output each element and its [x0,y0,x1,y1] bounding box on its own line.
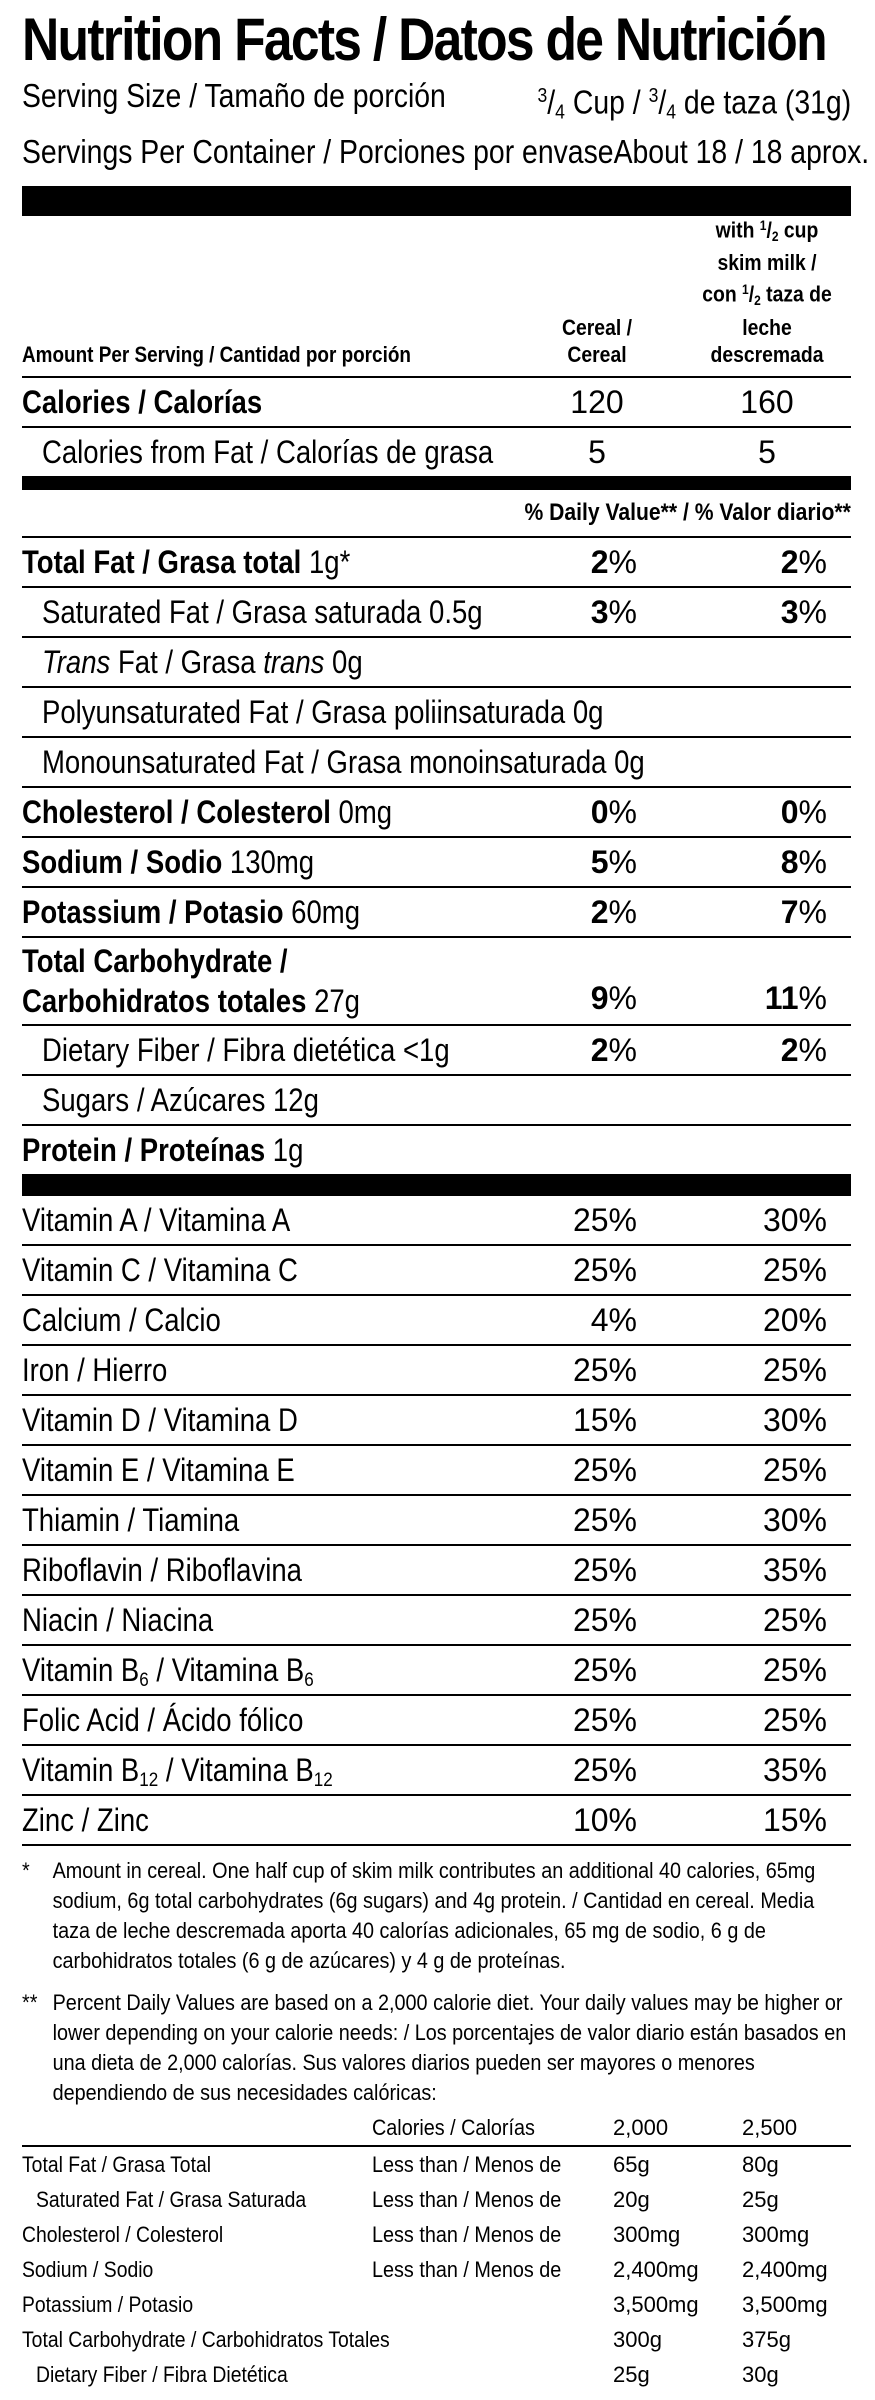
nutrient-label: Monounsaturated Fat / Grasa monoinsaturada 0g [42,744,645,781]
calories-row [22,378,851,428]
vitamin-row [22,1646,851,1696]
nutrient-label: Total Fat / Grasa total 1g* [22,544,351,581]
vitamin-row [22,1696,851,1746]
nutrient-row [22,688,851,738]
footnotes [22,1856,850,2108]
vitamin-cereal-dv: 25% [572,1652,637,1689]
protein-label: Protein / Proteínas [22,1132,266,1169]
vitamin-cereal-dv: 25% [572,1452,637,1489]
calories-from-fat-cereal: 5 [588,434,606,471]
vitamin-cereal-dv: 25% [572,1602,637,1639]
daily-value-reference-table [22,2110,851,2392]
vitamin-with-milk-dv: 30% [762,1202,827,1239]
vitamin-label: Vitamin E / Vitamina E [22,1452,295,1489]
vitamin-row [22,1496,851,1546]
nutrient-cereal-dv: 0% [590,794,637,831]
calories-with-milk: 160 [740,384,794,421]
vitamin-label: Vitamin $B_6$ / Vitamina $B_6$ [22,1652,314,1692]
vitamin-with-milk-dv: 25% [762,1602,827,1639]
nutrient-with-milk-dv: 8% [780,844,827,881]
column-header [22,216,851,376]
vitamin-cereal-dv: 25% [572,1202,637,1239]
footnote-daily-values: ** Percent Daily Values are based on a 2,000 calorie diet. Your daily values may be higher or lower depending on your calorie needs: / Los porcentajes de valor diario están basados en una dieta de 2,000 calorías. Sus valores diarios pueden ser mayores o menores dependiendo de sus necesidades calóricas: [22,1990,847,2106]
vitamin-row [22,1346,851,1396]
nutrient-with-milk-dv: 2% [780,544,827,581]
fiber-cereal-dv: 2% [590,1032,637,1069]
calories-label: Calories / Calorías [22,384,263,421]
vitamin-row [22,1546,851,1596]
reference-table-header: Calories / Calorías 2,000 2,500 [22,2110,851,2147]
vitamin-with-milk-dv: 25% [762,1352,827,1389]
nutrient-row [22,838,851,888]
nutrient-with-milk-dv: 7% [780,894,827,931]
vitamin-label: Niacin / Niacina [22,1602,214,1639]
vitamin-cereal-dv: 10% [572,1802,637,1839]
servings-per-container-row [22,132,870,172]
reference-table-row: Potassium / Potasio 3,500mg 3,500mg [22,2292,828,2318]
amount-per-serving-label: Amount Per Serving / Cantidad por porción [22,342,411,368]
serving-size-row [22,76,851,132]
vitamin-cereal-dv: 15% [572,1402,637,1439]
nutrient-cereal-dv: 5% [590,844,637,881]
vitamin-cereal-dv: 25% [572,1502,637,1539]
vitamin-label: Calcium / Calcio [22,1302,221,1339]
vitamin-with-milk-dv: 25% [762,1702,827,1739]
carbohydrate-row [22,938,851,1026]
fiber-label: Dietary Fiber / Fibra dietética <1g [42,1032,450,1069]
vitamin-cereal-dv: 25% [572,1552,637,1589]
vitamin-row [22,1596,851,1646]
servings-per-container-label: Servings Per Container / Porciones por envase [22,133,614,171]
nutrient-with-milk-dv: 0% [780,794,827,831]
vitamin-label: Iron / Hierro [22,1352,168,1389]
protein-row [22,1126,851,1174]
fiber-row [22,1026,851,1076]
vitamin-cereal-dv: 25% [572,1752,637,1789]
vitamin-row [22,1446,851,1496]
nutrient-label: Trans Fat / Grasa trans 0g [42,644,363,681]
servings-per-container-value: About 18 / 18 aprox. [613,133,870,171]
vitamin-row [22,1796,851,1846]
fiber-with-milk-dv: 2% [780,1032,827,1069]
nutrient-row [22,788,851,838]
vitamin-list [22,1196,851,1846]
carbohydrate-amount: 27g [306,983,360,1020]
vitamin-row [22,1246,851,1296]
sugars-label: Sugars / Azúcares 12g [42,1082,319,1119]
nutrient-label: Polyunsaturated Fat / Grasa poliinsaturada 0g [42,694,604,731]
vitamin-label: Vitamin A / Vitamina A [22,1202,291,1239]
vitamin-with-milk-dv: 35% [762,1552,827,1589]
vitamin-label: Zinc / Zinc [22,1802,149,1839]
nutrient-with-milk-dv: 3% [780,594,827,631]
nutrient-row [22,588,851,638]
reference-table-row: Dietary Fiber / Fibra Dietética 25g 30g [36,2362,779,2388]
nutrient-label: Saturated Fat / Grasa saturada 0.5g [42,594,483,631]
nutrient-cereal-dv: 3% [590,594,637,631]
nutrient-cereal-dv: 2% [590,544,637,581]
calories-from-fat-row [22,428,851,476]
nutrient-row [22,638,851,688]
vitamin-cereal-dv: 25% [572,1352,637,1389]
reference-table-row: Total Carbohydrate / Carbohidratos Totales 300g 375g [22,2327,791,2353]
nutrient-label: Sodium / Sodio 130mg [22,844,315,881]
vitamin-with-milk-dv: 15% [762,1802,827,1839]
nutrient-label: Cholesterol / Colesterol 0mg [22,794,393,831]
medium-divider [22,476,851,490]
daily-value-header: % Daily Value** / % Valor diario** [22,490,851,538]
reference-table-row: Cholesterol / Colesterol Less than / Menos de 300mg 300mg [22,2222,810,2248]
nutrient-row [22,538,851,588]
reference-table-row: Total Fat / Grasa Total Less than / Menos de 65g 80g [22,2152,779,2178]
vitamin-row [22,1296,851,1346]
carbohydrate-with-milk-dv: 11% [764,980,827,1017]
vitamin-cereal-dv: 4% [590,1302,637,1339]
nutrient-row [22,738,851,788]
thick-divider-vitamins [22,1174,851,1196]
carbohydrate-cereal-dv: 9% [590,980,637,1017]
vitamin-row [22,1746,851,1796]
vitamin-label: Thiamin / Tiamina [22,1502,240,1539]
vitamin-with-milk-dv: 25% [762,1652,827,1689]
vitamin-label: Folic Acid / Ácido fólico [22,1702,304,1739]
with-milk-column-header: with $^1/_2$ cup skim milk / con $^1/_2$ taza de leche descremada [702,217,832,368]
nutrient-row [22,888,851,938]
calories-from-fat-with-milk: 5 [758,434,776,471]
serving-size-label: Serving Size / Tamaño de porción [22,77,446,114]
cereal-column-header: Cereal / Cereal [562,315,632,368]
vitamin-label: Vitamin C / Vitamina C [22,1252,298,1289]
vitamin-with-milk-dv: 25% [762,1452,827,1489]
vitamin-cereal-dv: 25% [572,1702,637,1739]
carbohydrate-label-line2: Carbohidratos totales [22,983,307,1020]
vitamin-label: Vitamin D / Vitamina D [22,1402,298,1439]
label-content [22,0,870,2392]
vitamin-with-milk-dv: 35% [762,1752,827,1789]
vitamin-row [22,1196,851,1246]
nutrient-label: Potassium / Potasio 60mg [22,894,360,931]
nutrient-cereal-dv: 2% [590,894,637,931]
vitamin-with-milk-dv: 30% [762,1502,827,1539]
sugars-row [22,1076,851,1126]
vitamin-row [22,1396,851,1446]
calories-cereal: 120 [570,384,624,421]
vitamin-with-milk-dv: 20% [762,1302,827,1339]
footnote-amount-in-cereal: * Amount in cereal. One half cup of skim milk contributes an additional 40 calories, 65mg sodium, 6g total carbohydrates (6g sugars) and 4g protein. / Cantidad en cereal. Media taza de leche descremada aporta 40 calorías adicionales, 65 mg de sodio, 6 g de carbohidratos totales (6 g de azúcares) y 4 g de proteínas. [22,1858,816,1974]
vitamin-cereal-dv: 25% [572,1252,637,1289]
protein-amount: 1g [265,1132,304,1169]
carbohydrate-label-line1: Total Carbohydrate / [22,943,288,980]
reference-table-row: Saturated Fat / Grasa Saturada Less than / Menos de 20g 25g [36,2187,779,2213]
vitamin-label: Vitamin $B_{12}$ / Vitamina $B_{12}$ [22,1752,333,1792]
vitamin-with-milk-dv: 25% [762,1252,827,1289]
vitamin-label: Riboflavin / Riboflavina [22,1552,302,1589]
label-title: Nutrition Facts / Datos de Nutrición [22,6,826,73]
nutrient-list [22,538,851,938]
calories-from-fat-label: Calories from Fat / Calorías de grasa [42,434,494,471]
reference-table-row: Sodium / Sodio Less than / Menos de 2,400mg 2,400mg [22,2257,828,2283]
vitamin-with-milk-dv: 30% [762,1402,827,1439]
serving-size-value: $^3/_4$ Cup / $^3/_4$ de taza (31g) [537,83,852,124]
